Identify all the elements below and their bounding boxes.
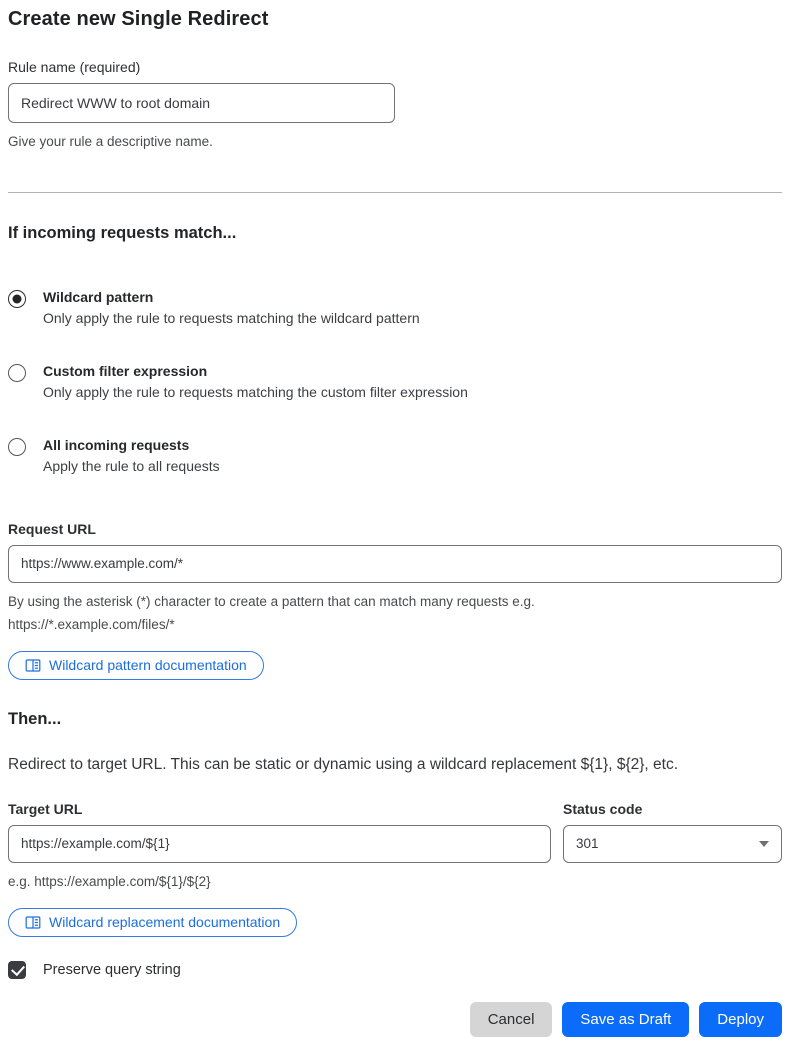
request-url-value: https://www.example.com/* <box>21 556 184 572</box>
book-icon <box>25 915 41 930</box>
cancel-button[interactable]: Cancel <box>470 1002 553 1037</box>
then-section-description: Redirect to target URL. This can be static or dynamic using a wildcard replacement ${1}, ${2}, etc. <box>8 755 679 773</box>
rule-name-input[interactable] <box>8 83 395 123</box>
target-url-input[interactable] <box>8 825 551 863</box>
radio-icon <box>8 438 26 456</box>
radio-label: Wildcard pattern <box>43 288 154 305</box>
then-section-heading: Then... <box>8 709 62 728</box>
preserve-query-row[interactable] <box>8 961 782 979</box>
rule-name-label: Rule name (required) <box>8 59 141 75</box>
match-type-radio-group <box>8 289 782 474</box>
doc-button-label: Wildcard pattern documentation <box>49 657 247 674</box>
radio-description: Apply the rule to all requests <box>43 457 220 474</box>
status-code-label: Status code <box>563 800 643 817</box>
target-url-label: Target URL <box>8 800 83 817</box>
preserve-query-checkbox[interactable] <box>8 961 26 979</box>
radio-label: All incoming requests <box>43 436 190 453</box>
target-url-help: e.g. https://example.com/${1}/${2} <box>8 873 211 889</box>
deploy-button[interactable]: Deploy <box>699 1002 782 1037</box>
request-url-help: By using the asterisk (*) character to create a pattern that can match many requests e.g. https://*.example.com/files/* <box>8 593 535 633</box>
doc-button-label: Wildcard replacement documentation <box>49 914 281 930</box>
wildcard-pattern-doc-button[interactable] <box>8 651 264 680</box>
match-section-heading: If incoming requests match... <box>8 223 237 242</box>
radio-icon <box>8 290 26 308</box>
rule-name-value: Redirect WWW to root domain <box>21 95 211 111</box>
request-url-input[interactable] <box>8 545 782 583</box>
page-title: Create new Single Redirect <box>8 8 269 30</box>
form-action-bar <box>8 1002 782 1045</box>
radio-description: Only apply the rule to requests matching the wildcard pattern <box>43 309 420 326</box>
radio-icon <box>8 364 26 382</box>
save-as-draft-button[interactable]: Save as Draft <box>562 1002 689 1037</box>
status-code-value: 301 <box>576 836 599 852</box>
radio-label: Custom filter expression <box>43 362 208 379</box>
rule-name-help: Give your rule a descriptive name. <box>8 134 213 149</box>
radio-wildcard-pattern[interactable] <box>8 289 782 326</box>
request-url-label: Request URL <box>8 520 96 537</box>
chevron-down-icon <box>759 841 769 847</box>
radio-custom-filter-expression[interactable] <box>8 363 782 400</box>
status-code-select[interactable] <box>563 825 782 863</box>
radio-description: Only apply the rule to requests matching the custom filter expression <box>43 383 468 400</box>
wildcard-replacement-doc-button[interactable] <box>8 908 297 937</box>
preserve-query-label: Preserve query string <box>43 961 181 978</box>
radio-all-incoming-requests[interactable] <box>8 437 782 474</box>
target-url-value: https://example.com/${1} <box>21 836 170 852</box>
section-divider <box>8 192 782 193</box>
book-icon <box>25 658 41 673</box>
